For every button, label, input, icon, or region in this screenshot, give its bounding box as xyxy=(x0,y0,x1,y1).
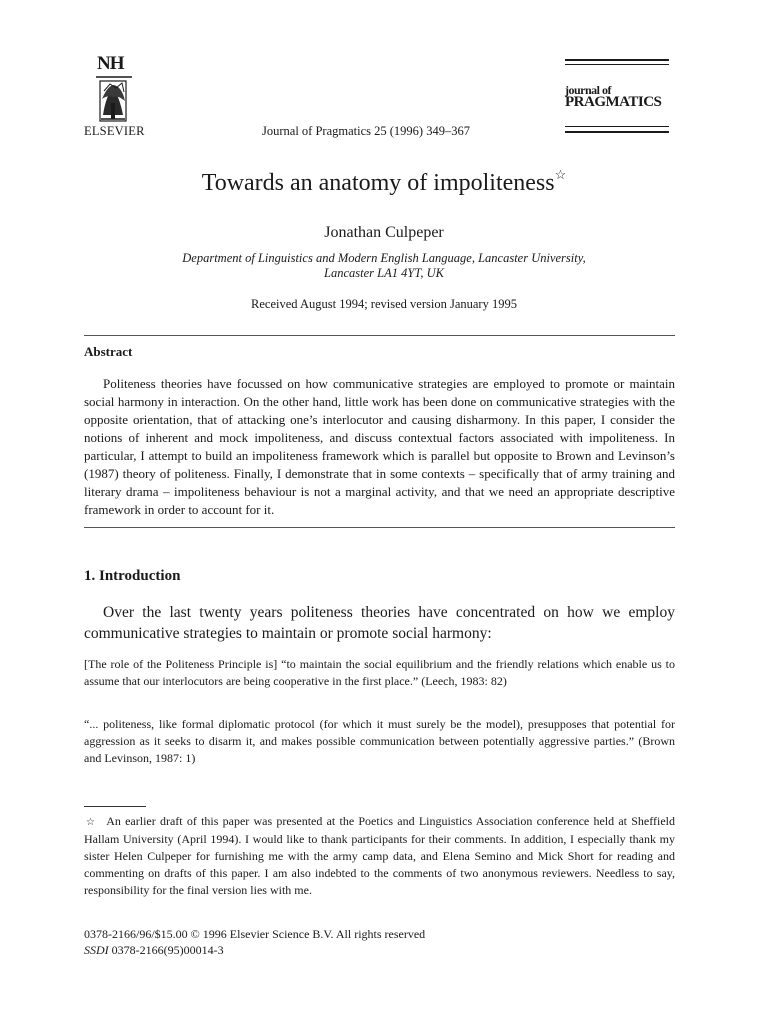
author-affiliation xyxy=(120,251,648,281)
article-title-text: Towards an anatomy of impoliteness xyxy=(201,170,555,196)
ssdi-value: 0378-2166(95)00014-3 xyxy=(111,943,224,957)
block-quote-leech: [The role of the Politeness Principle is] “to maintain the social equilibrium and the friendly relations which enable us to assume that our interlocutors are being cooperative in the first place.” (Leech, 1983: 82) xyxy=(84,657,675,688)
masthead-rule-bottom xyxy=(565,131,669,133)
masthead-rule-top xyxy=(565,59,669,61)
ssdi-label: SSDI xyxy=(84,943,109,957)
journal-reference: Journal of Pragmatics 25 (1996) 349–367 xyxy=(262,124,470,138)
footnote-rule xyxy=(84,806,146,807)
abstract-bottom-divider xyxy=(84,527,675,528)
abstract-top-divider xyxy=(84,335,675,336)
introduction-paragraph: Over the last twenty years politeness theories have concentrated on how we employ communicative strategies to maintain or promote social harmony: xyxy=(84,604,675,642)
section-heading-introduction: 1. Introduction xyxy=(84,568,181,584)
masthead-rule-top-thin xyxy=(565,64,669,65)
article-title xyxy=(0,167,768,197)
copyright-block xyxy=(84,926,425,958)
affiliation-line-2: Lancaster LA1 4YT, UK xyxy=(324,266,444,280)
publisher-name: ELSEVIER xyxy=(84,124,145,138)
masthead-pragmatics: PRAGMATICS xyxy=(565,94,662,110)
abstract-text: Politeness theories have focussed on how communicative strategies are employed to promote or maintain social harmony in interaction. On the other hand, little work has been done on communicative strategies with the opposite orientation, that of attacking one’s interlocutor and causing disharmony. In this paper, I consider the notions of inherent and mock impoliteness, and discuss contextual factors associated with impoliteness. In particular, I attempt to build an impoliteness framework which is parallel but opposite to Brown and Levinson’s (1987) theory of politeness. Finally, I demonstrate that in some contexts – specifically that of army training and literary drama – impoliteness behaviour is not a marginal activity, and that we need an appropriate descriptive framework in order to account for it. xyxy=(84,376,675,517)
ssdi-line xyxy=(84,942,425,958)
nh-logo-text: NH xyxy=(97,53,124,74)
received-dates: Received August 1994; revised version January 1995 xyxy=(251,297,517,311)
title-footnote-mark: ☆ xyxy=(554,167,567,182)
elsevier-tree-logo-icon xyxy=(88,55,148,127)
affiliation-line-1: Department of Linguistics and Modern English Language, Lancaster University, xyxy=(182,251,586,265)
abstract-heading: Abstract xyxy=(84,344,133,359)
block-quote-brown-levinson: “... politeness, like formal diplomatic protocol (for which it must surely be the model), presupposes that potential for aggression as it seeks to disarm it, and makes possible communication between potentially aggressive parties.” (Brown and Levinson, 1987: 1) xyxy=(84,717,675,765)
footnote-text: An earlier draft of this paper was presented at the Poetics and Linguistics Association conference held at Sheffield Hallam University (April 1994). I would like to thank participants for their comments. In addition, I especially thank my sister Helen Culpeper for furnishing me with the army camp data, and Elena Semino and Mick Short for reading and commenting on drafts of this paper. I am also indebted to the comments of two anonymous reviewers. Needless to say, responsibility for the final version lies with me. xyxy=(84,814,676,897)
copyright-line: 0378-2166/96/$15.00 © 1996 Elsevier Science B.V. All rights reserved xyxy=(84,927,426,941)
author-name: Jonathan Culpeper xyxy=(324,224,444,241)
footnote xyxy=(84,813,675,899)
footnote-mark: ☆ xyxy=(86,817,97,828)
masthead-rule-bottom-thin xyxy=(565,126,669,127)
masthead-journal-of: journal of xyxy=(565,83,611,97)
